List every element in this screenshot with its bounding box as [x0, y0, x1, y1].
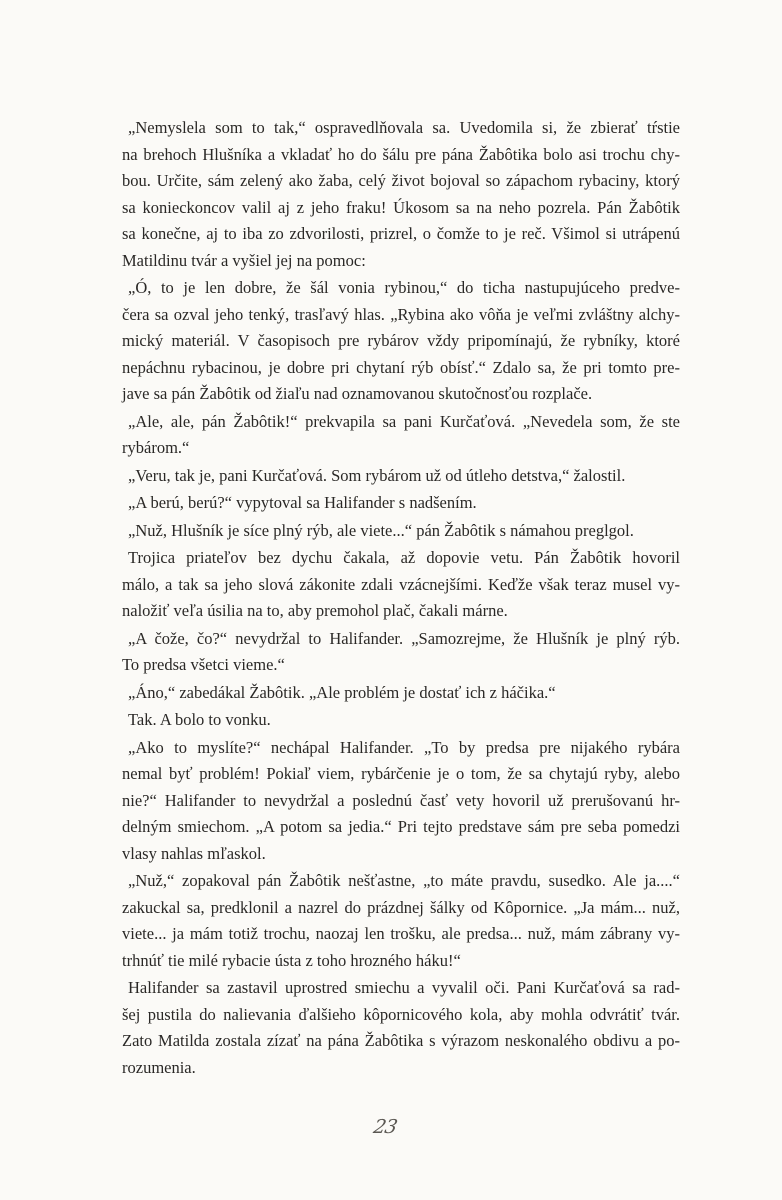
text-line: „A čože, čo?“ nevydržal to Halifander. „Samozrejme, že Hlušník je plný rýb. — [128, 628, 680, 648]
paragraph — [122, 626, 680, 679]
text-line: na brehoch Hlušníka a vkladať ho do šálu pre pána Žabôtika bolo asi trochu chy- — [122, 144, 680, 164]
text-line: vlasy nahlas mľaskol. — [122, 843, 266, 863]
text-line: Zato Matilda zostala zízať na pána Žabôtika s výrazom neskonalého obdivu a po- — [122, 1031, 680, 1050]
paragraph — [122, 545, 680, 625]
text-line: Trojica priateľov bez dychu čakala, až dopovie vetu. Pán Žabôtik hovoril — [128, 548, 680, 567]
text-line: viete... ja mám totiž trochu, naozaj len trošku, ale predsa... nuž, mám zábrany vy- — [122, 924, 680, 943]
text-line: „Áno,“ zabedákal Žabôtik. „Ale problém je dostať ich z háčika.“ — [128, 682, 556, 702]
text-line: nemal byť problém! Pokiaľ viem, rybárčenie je o tom, že sa chytajú ryby, alebo — [122, 764, 680, 783]
paragraph — [122, 409, 680, 462]
text-line: jave sa pán Žabôtik od žiaľu nad oznamovanou skutočnosťou rozplače. — [122, 384, 593, 403]
text-line: trhnúť tie milé rybacie ústa z toho hrozného háku!“ — [122, 950, 461, 970]
text-line: málo, a tak sa jeho slová zákonite zdali vzácnejšími. Keďže však teraz musel vy- — [122, 574, 680, 594]
paragraph — [122, 868, 680, 974]
text-line: „A berú, berú?“ vypytoval sa Halifander s nadšením. — [128, 493, 477, 512]
text-line: delným smiechom. „A potom sa jedia.“ Pri tejto predstave sám pre seba pomedzi — [122, 817, 680, 836]
text-line: Matildinu tvár a vyšiel jej na pomoc: — [122, 250, 366, 270]
text-line: mický materiál. V časopisoch pre rybárov vždy pripomínajú, že rybníky, ktoré — [122, 331, 680, 350]
paragraph — [122, 275, 680, 408]
paragraph — [122, 518, 680, 545]
text-line: rybárom.“ — [122, 438, 190, 457]
text-line: Halifander sa zastavil uprostred smiechu a vyvalil oči. Pani Kurčaťová sa rad- — [128, 978, 680, 997]
text-line: „Ale, ale, pán Žabôtik!“ prekvapila sa pani Kurčaťová. „Nevedela som, že ste — [128, 411, 680, 431]
text-line: „Veru, tak je, pani Kurčaťová. Som rybárom už od útleho detstva,“ žalostil. — [128, 465, 626, 485]
text-line: „Ó, to je len dobre, že šál vonia rybinou,“ do ticha nastupujúceho predve- — [128, 278, 680, 297]
paragraph — [122, 463, 680, 490]
text-line: „Ako to myslíte?“ nechápal Halifander. „To by predsa pre nijakého rybára — [128, 737, 680, 757]
text-line: nepáchnu rybacinou, je dobre pri chytaní rýb obísť.“ Zdalo sa, že pri tomto pre- — [122, 357, 680, 377]
page-number: 23 — [371, 1116, 399, 1138]
paragraph — [122, 975, 680, 1081]
text-line: čera sa ozval jeho tenký, trasľavý hlas. „Rybina ako vôňa je veľmi zvláštny alchy- — [122, 304, 680, 324]
text-line: šej pustila do nalievania ďalšieho kôpornicového kola, aby mohla odvrátiť tvár. — [122, 1004, 680, 1024]
text-line: sa konečne, aj to iba zo zdvorilosti, prizrel, o čomže to je reč. Všimol si utrápenú — [122, 224, 680, 243]
paragraph — [122, 490, 680, 517]
text-line: „Nuž,“ zopakoval pán Žabôtik nešťastne, „to máte pravdu, susedko. Ale ja....“ — [128, 871, 680, 890]
text-line: sa konieckoncov valil aj z jeho fraku! Úkosom sa na neho pozrela. Pán Žabôtik — [122, 197, 680, 217]
text-line: „Nuž, Hlušník je síce plný rýb, ale viete...“ pán Žabôtik s námahou preglgol. — [128, 520, 634, 540]
text-line: naložiť veľa úsilia na to, aby premohol plač, čakali márne. — [122, 601, 508, 620]
paragraph — [122, 735, 680, 868]
body-text — [122, 115, 680, 1081]
text-line: rozumenia. — [122, 1057, 196, 1077]
text-line: To predsa všetci vieme.“ — [122, 655, 285, 674]
text-line: nie?“ Halifander to nevydržal a poslednú časť vety hovoril už prerušovanú hr- — [122, 790, 680, 810]
text-line: zakuckal sa, predklonil a nazrel do prázdnej šálky od Kôpornice. „Ja mám... nuž, — [122, 897, 680, 917]
paragraph — [122, 680, 680, 707]
paragraph — [122, 707, 680, 734]
paragraph — [122, 115, 680, 274]
text-line: bou. Určite, sám zelený ako žaba, celý život bojoval so zápachom rybaciny, ktorý — [122, 171, 680, 190]
text-line: „Nemyslela som to tak,“ ospravedlňovala sa. Uvedomila si, že zbierať tŕstie — [128, 118, 680, 137]
text-line: Tak. A bolo to vonku. — [128, 710, 271, 729]
